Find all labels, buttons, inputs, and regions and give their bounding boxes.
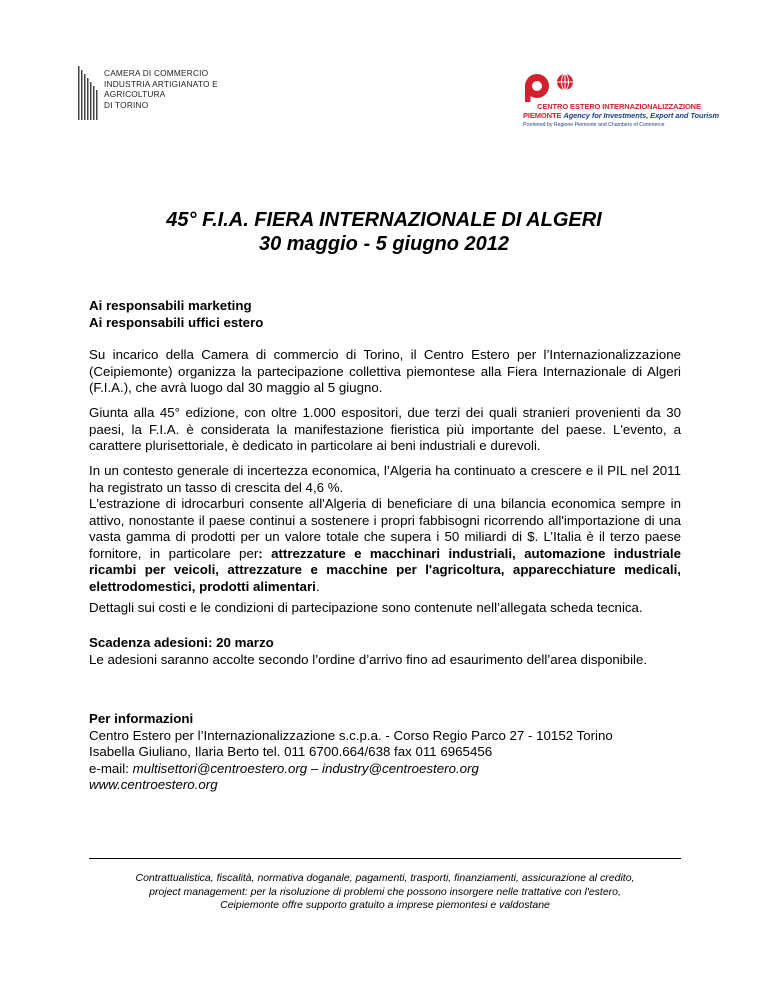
contact-address: Centro Estero per l’Internazionalizzazione s.c.p.a. - Corso Regio Parco 27 - 10152 Torino [89, 727, 613, 743]
email-label: e-mail: [89, 760, 133, 776]
contact-email-line [89, 761, 681, 778]
ceipiemonte-logo-line2 [523, 111, 719, 120]
addressee-marketing: Ai responsabili marketing [89, 298, 252, 313]
deadline-label: Scadenza adesioni: 20 marzo [89, 635, 274, 650]
email-multisettori-link[interactable]: multisettori@centroestero.org [132, 760, 308, 776]
paragraph-economy-imports [89, 496, 681, 595]
document-title: 45° F.I.A. FIERA INTERNAZIONALE DI ALGERI [166, 209, 602, 231]
ceipiemonte-p-globe-icon [523, 70, 583, 102]
footer-note [89, 872, 681, 913]
paragraph-intro [89, 347, 681, 397]
footer-line2: project management: per la risoluzione di problemi che possono insorgere nelle trattative con l'estero, [149, 885, 621, 898]
camera-logo-line2: INDUSTRIA ARTIGIANATO E AGRICOLTURA [104, 78, 218, 99]
paragraph-economy [89, 463, 681, 595]
camera-logo-line1: CAMERA DI COMMERCIO [104, 68, 209, 78]
ceipiemonte-logo-piemonte: PIEMONTE [523, 111, 562, 120]
contact-heading: Per informazioni [89, 711, 194, 726]
deadline-section [89, 635, 681, 668]
paragraph-intro-text: Su incarico della Camera di commercio di Torino, il Centro Estero per l’Internazionalizzazione (Ceipiemonte) organizza la partecipazione collettiva piemontese alla Fiera Internazionale di Algeri (F.I.A.), che avrà luogo dal 30 maggio al 5 giugno. [89, 347, 681, 395]
camera-logo-text [104, 66, 268, 110]
camera-di-commercio-logo [78, 66, 268, 120]
paragraph-details-text: Dettagli sui costi e le condizioni di partecipazione sono contenute nell’allegata scheda tecnica. [89, 600, 643, 615]
footer-divider [89, 858, 681, 859]
contact-section [89, 711, 681, 794]
paragraph-details [89, 600, 681, 617]
email-separator: – [307, 760, 322, 776]
ceipiemonte-logo-tagline: Agency for Investments, Export and Tourism [563, 111, 719, 120]
imports-end: . [315, 578, 320, 594]
deadline-text: Le adesioni saranno accolte secondo l’ordine d’arrivo fino ad esaurimento dell’area disponibile. [89, 651, 648, 667]
contact-people: Isabella Giuliano, Ilaria Berto tel. 011 6700.664/638 fax 011 6965456 [89, 744, 493, 759]
footer-line1: Contrattualistica, fiscalità, normativa doganale, pagamenti, trasporti, finanziamenti, assicurazione al credito, [135, 872, 635, 884]
camera-logo-line3: DI TORINO [104, 99, 149, 110]
email-industry-link[interactable]: industry@centroestero.org [322, 760, 479, 776]
footer-line3: Ceipiemonte offre supporto gratuito a imprese piemontesi e valdostane [220, 899, 550, 911]
addressee-export: Ai responsabili uffici estero [89, 314, 264, 330]
ceipiemonte-logo-promoted: Promoted by Regione Piemonte and Chambers of Commerce [523, 122, 665, 128]
paragraph-fair-text: Giunta alla 45° edizione, con oltre 1.000 espositori, due terzi dei quali stranieri provenienti da 30 paesi, la F.I.A. è considerata la manifestazione fieristica più importante del paese. L'evento, a carattere plurisettoriale, è dedicato in particolare ai beni industriali e durevoli. [89, 405, 681, 453]
document-dates: 30 maggio - 5 giugno 2012 [258, 233, 510, 255]
addressees [89, 298, 681, 331]
paragraph-economy-growth: In un contesto generale di incertezza economica, l’Algeria ha continuato a crescere e il PIL nel 2011 ha registrato un tasso di crescita del 4,6 %. [89, 463, 681, 495]
imports-sectors: : attrezzature e macchinari industriali, automazione industriale ricambi per veicoli, attrezzature e macchine per l'agricoltura, apparecchiature medicali, elettrodomestici, prodotti alimentari [89, 545, 681, 594]
paragraph-fair [89, 405, 681, 455]
ceipiemonte-logo-line1: CENTRO ESTERO INTERNAZIONALIZZAZIONE [537, 102, 701, 111]
camera-logo-bars-icon [78, 66, 100, 120]
ceipiemonte-logo [523, 70, 719, 136]
imports-text: L'estrazione di idrocarburi consente all'Algeria di beneficiare di una bilancia economica sempre in attivo, nonostante il paese continui a sostenere i propri fabbisogni ricorrendo all'importazione di una vasta gamma di prodotti per un valore totale che supera i 50 miliardi di $. L’Italia è il terzo paese fornitore, in particolare per [89, 496, 681, 561]
website-link[interactable]: www.centroestero.org [89, 777, 218, 792]
